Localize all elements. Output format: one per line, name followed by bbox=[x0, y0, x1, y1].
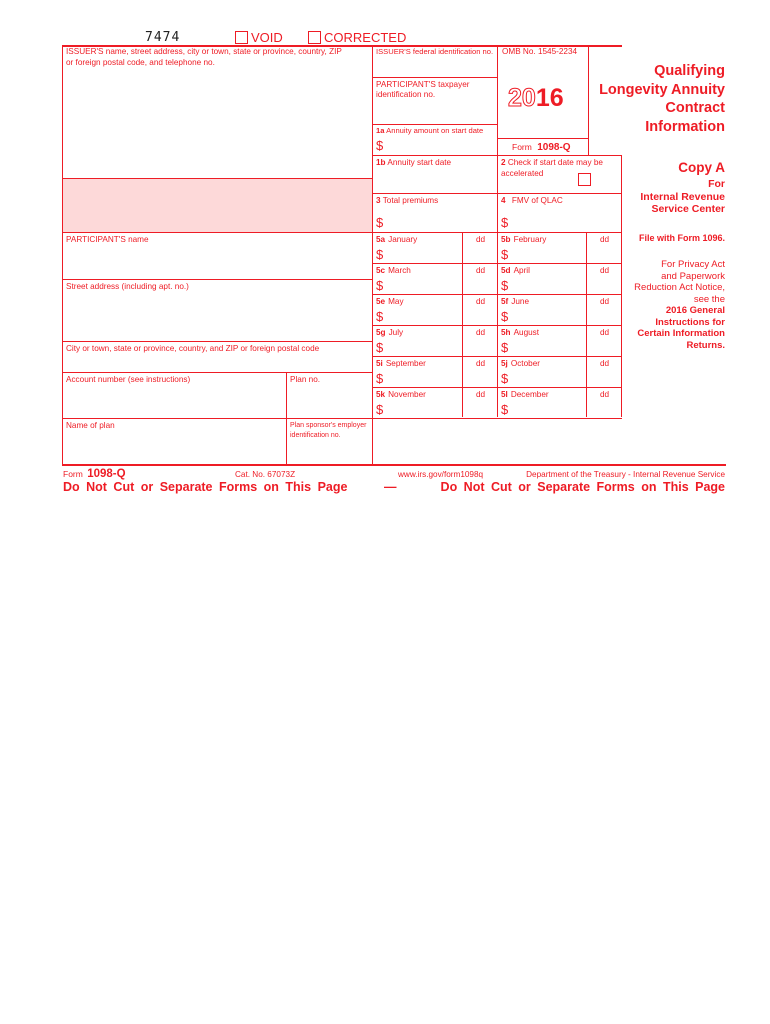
instructions-ref bbox=[637, 305, 725, 351]
box5h-dollar: $ bbox=[501, 340, 509, 355]
omb-form-number bbox=[512, 142, 571, 153]
box5e-month: May bbox=[388, 297, 404, 306]
footer-url: www.irs.gov/form1098q bbox=[398, 470, 484, 479]
box1a-label bbox=[376, 126, 483, 136]
box5g-month: July bbox=[388, 328, 404, 337]
issuer-fid-field[interactable] bbox=[373, 58, 496, 76]
box5j-dd-field[interactable] bbox=[588, 370, 621, 387]
box5l-num: 5l bbox=[501, 390, 508, 399]
box5a-amount-field[interactable] bbox=[388, 246, 472, 263]
box5i-label bbox=[376, 359, 426, 369]
box5c-dollar: $ bbox=[376, 278, 384, 293]
tax-year bbox=[508, 84, 564, 112]
street-label: Street address (including apt. no.) bbox=[66, 282, 189, 291]
box5h-num: 5h bbox=[501, 328, 511, 337]
box5d-month: April bbox=[513, 266, 530, 275]
box3-num: 3 bbox=[376, 196, 381, 205]
box4-field[interactable] bbox=[513, 212, 620, 231]
box5i-num: 5i bbox=[376, 359, 383, 368]
omb-label: OMB No. 1545-2234 bbox=[502, 47, 578, 56]
box5i-amount-field[interactable] bbox=[388, 370, 472, 387]
copy-a-label: Copy A bbox=[678, 160, 725, 175]
box5k-dd: dd bbox=[476, 390, 486, 399]
privacy-line1: For Privacy Act bbox=[661, 259, 725, 270]
box4-num: 4 bbox=[501, 196, 506, 205]
box5c-month: March bbox=[388, 266, 411, 275]
box1b-num: 1b bbox=[376, 158, 386, 167]
box5h-dd-field[interactable] bbox=[588, 339, 621, 356]
footer-cat-no: Cat. No. 67073Z bbox=[235, 470, 296, 479]
copy-for-line3: Service Center bbox=[651, 203, 725, 215]
box5d-dd-field[interactable] bbox=[588, 277, 621, 294]
do-not-cut-dash: — bbox=[384, 480, 397, 494]
form-title-line3: Contract bbox=[665, 100, 725, 116]
box5e-dd-field[interactable] bbox=[464, 308, 497, 325]
void-checkbox[interactable] bbox=[235, 31, 248, 44]
box5l-label bbox=[501, 390, 549, 400]
box1b-label bbox=[376, 158, 451, 168]
instructions-line3: Certain Information bbox=[637, 328, 725, 339]
box5l-dd-field[interactable] bbox=[588, 401, 621, 418]
form-title-line4: Information bbox=[645, 118, 725, 135]
box5i-dd: dd bbox=[476, 359, 486, 368]
privacy-line4: see the bbox=[693, 293, 725, 305]
line-mid-3 bbox=[372, 193, 622, 194]
box5b-label bbox=[501, 235, 546, 245]
box4-label bbox=[501, 196, 563, 206]
instructions-line1: 2016 General bbox=[665, 305, 725, 316]
issuer-label-line1: ISSUER'S name, street address, city or town, state or province, country, ZIP bbox=[66, 47, 342, 56]
box5e-dd: dd bbox=[476, 297, 486, 306]
form-title-line1: Qualifying bbox=[654, 63, 725, 79]
omb-form-num: 1098-Q bbox=[537, 142, 571, 153]
city-field[interactable] bbox=[63, 355, 371, 371]
box5k-month: November bbox=[388, 390, 426, 399]
box5f-dollar: $ bbox=[501, 309, 509, 324]
box5h-label bbox=[501, 328, 539, 338]
box3-label bbox=[376, 196, 438, 206]
box5j-label bbox=[501, 359, 540, 369]
box1a-text: Annuity amount on start date bbox=[386, 126, 484, 135]
copy-for-line2: Internal Revenue bbox=[640, 190, 725, 203]
box5g-dd: dd bbox=[476, 328, 486, 337]
footer-form-number bbox=[63, 468, 126, 480]
line-left-city bbox=[62, 341, 372, 342]
line-mid-1a bbox=[372, 124, 497, 125]
sponsor-label-line1: Plan sponsor's employer bbox=[290, 422, 367, 429]
box5f-dd: dd bbox=[600, 297, 610, 306]
box5h-dd: dd bbox=[600, 328, 610, 337]
box5i-month: September bbox=[385, 359, 426, 368]
box5h-month: August bbox=[513, 328, 540, 337]
box2-text: Check if start date may be bbox=[507, 158, 603, 167]
box5g-num: 5g bbox=[376, 328, 386, 337]
box3-dollar: $ bbox=[376, 215, 384, 230]
box5d-amount-field[interactable] bbox=[513, 277, 596, 294]
box5b-month: February bbox=[513, 235, 547, 244]
box5g-dollar: $ bbox=[376, 340, 384, 355]
participant-tin-line1: PARTICIPANT'S taxpayer bbox=[376, 80, 470, 89]
box5f-num: 5f bbox=[501, 297, 509, 306]
box5f-amount-field[interactable] bbox=[513, 308, 596, 325]
divider-right bbox=[621, 155, 622, 417]
account-label: Account number (see instructions) bbox=[66, 375, 191, 384]
box5a-dollar: $ bbox=[376, 247, 384, 262]
box5e-label bbox=[376, 297, 404, 307]
box5b-dd: dd bbox=[600, 235, 610, 244]
box5c-dd: dd bbox=[476, 266, 486, 275]
box5k-dd-field[interactable] bbox=[464, 401, 497, 418]
box3-text: Total premiums bbox=[382, 196, 439, 205]
box4-dollar: $ bbox=[501, 215, 509, 230]
box5l-month: December bbox=[510, 390, 549, 399]
box5l-dollar: $ bbox=[501, 402, 509, 417]
box5a-dd-field[interactable] bbox=[464, 246, 497, 263]
box5c-dd-field[interactable] bbox=[464, 277, 497, 294]
line-mid-5c bbox=[372, 263, 622, 264]
box5f-dd-field[interactable] bbox=[588, 308, 621, 325]
box5k-dollar: $ bbox=[376, 402, 384, 417]
box5c-label bbox=[376, 266, 411, 276]
sponsor-label-line2: identification no. bbox=[290, 432, 341, 439]
box4-text: FMV of QLAC bbox=[511, 196, 563, 205]
box5g-amount-field[interactable] bbox=[388, 339, 472, 356]
account-field[interactable] bbox=[63, 386, 285, 417]
box5b-amount-field[interactable] bbox=[513, 246, 596, 263]
box5g-label bbox=[376, 328, 403, 338]
box5f-month: June bbox=[511, 297, 530, 306]
box5j-dollar: $ bbox=[501, 371, 509, 386]
box5a-dd: dd bbox=[476, 235, 486, 244]
form-title-line2: Longevity Annuity bbox=[599, 81, 725, 98]
box2-checkbox[interactable] bbox=[578, 173, 591, 186]
box5a-label bbox=[376, 235, 417, 245]
box5k-num: 5k bbox=[376, 390, 386, 399]
sponsor-ein-field[interactable] bbox=[287, 442, 371, 463]
box5e-amount-field[interactable] bbox=[388, 308, 472, 325]
privacy-notice bbox=[634, 259, 725, 305]
box3-field[interactable] bbox=[388, 212, 496, 231]
line-left-shade-bottom bbox=[62, 232, 372, 233]
box5a-num: 5a bbox=[376, 235, 386, 244]
box5j-amount-field[interactable] bbox=[513, 370, 596, 387]
line-left-street bbox=[62, 279, 372, 280]
line-mid-5a bbox=[372, 232, 622, 233]
divider-omb bbox=[588, 45, 589, 155]
form-title bbox=[599, 62, 725, 136]
privacy-line3: Reduction Act Notice, bbox=[634, 282, 725, 293]
footer-form-num: 1098-Q bbox=[87, 468, 126, 480]
box1b-field[interactable] bbox=[373, 169, 496, 192]
line-mid-5e bbox=[372, 294, 622, 295]
box1a-dollar: $ bbox=[376, 138, 384, 153]
tax-year-outline: 20 bbox=[508, 84, 536, 112]
line-left-shade-top bbox=[62, 178, 372, 179]
box5d-dollar: $ bbox=[501, 278, 509, 293]
line-mid-5k bbox=[372, 387, 622, 388]
instructions-line2: Instructions for bbox=[655, 316, 725, 328]
box5b-dollar: $ bbox=[501, 247, 509, 262]
form-bottom-border bbox=[62, 464, 726, 466]
corrected-checkbox[interactable] bbox=[308, 31, 321, 44]
participant-tin-line2: identification no. bbox=[376, 90, 436, 99]
box1a-field[interactable] bbox=[388, 137, 496, 154]
box5i-dollar: $ bbox=[376, 371, 384, 386]
box5f-label bbox=[501, 297, 529, 307]
participant-name-label: PARTICIPANT'S name bbox=[66, 235, 149, 244]
box1b-text: Annuity start date bbox=[387, 158, 452, 167]
box5b-dd-field[interactable] bbox=[588, 246, 621, 263]
box5i-dd-field[interactable] bbox=[464, 370, 497, 387]
footer-dept: Department of the Treasury - Internal Revenue Service bbox=[526, 470, 725, 479]
box2-label-line1 bbox=[501, 158, 603, 168]
box5d-label bbox=[501, 266, 530, 276]
do-not-cut-left: Do Not Cut or Separate Forms on This Page bbox=[63, 480, 348, 494]
tax-year-bold: 16 bbox=[535, 84, 564, 112]
line-mid-5i bbox=[372, 356, 622, 357]
divider-middle bbox=[497, 45, 498, 417]
plan-name-field[interactable] bbox=[63, 432, 285, 463]
shaded-area bbox=[63, 179, 372, 232]
box5c-amount-field[interactable] bbox=[388, 277, 472, 294]
box5e-dollar: $ bbox=[376, 309, 384, 324]
line-omb-form bbox=[497, 138, 588, 139]
do-not-cut-right: Do Not Cut or Separate Forms on This Page bbox=[440, 480, 725, 494]
line-left-account bbox=[62, 372, 372, 373]
instructions-line4: Returns. bbox=[686, 339, 725, 351]
box5c-num: 5c bbox=[376, 266, 386, 275]
corrected-label: CORRECTED bbox=[324, 30, 407, 45]
issuer-field[interactable] bbox=[63, 70, 371, 177]
box5l-amount-field[interactable] bbox=[513, 401, 596, 418]
box5d-num: 5d bbox=[501, 266, 511, 275]
box5j-dd: dd bbox=[600, 359, 610, 368]
plan-no-label: Plan no. bbox=[290, 375, 321, 384]
form-code: 7474 bbox=[145, 30, 181, 45]
plan-no-field[interactable] bbox=[287, 386, 371, 417]
line-left-plan bbox=[62, 418, 622, 419]
box5j-month: October bbox=[510, 359, 540, 368]
file-with-note: File with Form 1096. bbox=[638, 233, 725, 243]
privacy-line2: and Paperwork bbox=[661, 270, 725, 282]
box2-label-line2: accelerated bbox=[501, 169, 544, 178]
street-field[interactable] bbox=[63, 293, 371, 340]
participant-tin-field[interactable] bbox=[373, 101, 496, 123]
box5l-dd: dd bbox=[600, 390, 610, 399]
box5h-amount-field[interactable] bbox=[513, 339, 596, 356]
box5a-month: January bbox=[388, 235, 418, 244]
city-label: City or town, state or province, country, and ZIP or foreign postal code bbox=[66, 344, 320, 353]
void-label: VOID bbox=[251, 30, 283, 45]
copy-a-for bbox=[640, 178, 725, 216]
copy-for-line1: For bbox=[708, 178, 725, 190]
box5k-amount-field[interactable] bbox=[388, 401, 472, 418]
box5k-label bbox=[376, 390, 426, 400]
box2-num: 2 bbox=[501, 158, 506, 167]
box5j-num: 5j bbox=[501, 359, 508, 368]
box5b-num: 5b bbox=[501, 235, 511, 244]
line-mid-5g bbox=[372, 325, 622, 326]
box5e-num: 5e bbox=[376, 297, 386, 306]
plan-name-label: Name of plan bbox=[66, 421, 115, 430]
line-mid-tin bbox=[372, 77, 497, 78]
issuer-fid-label: ISSUER'S federal identification no. bbox=[376, 47, 494, 56]
box5d-dd: dd bbox=[600, 266, 610, 275]
participant-name-field[interactable] bbox=[63, 246, 371, 278]
box1a-num: 1a bbox=[376, 126, 385, 135]
line-mid-1b bbox=[372, 155, 622, 156]
box5g-dd-field[interactable] bbox=[464, 339, 497, 356]
issuer-label-line2: or foreign postal code, and telephone no. bbox=[66, 58, 215, 67]
footer-form-label: Form bbox=[63, 469, 83, 479]
omb-form-label: Form bbox=[512, 142, 532, 152]
